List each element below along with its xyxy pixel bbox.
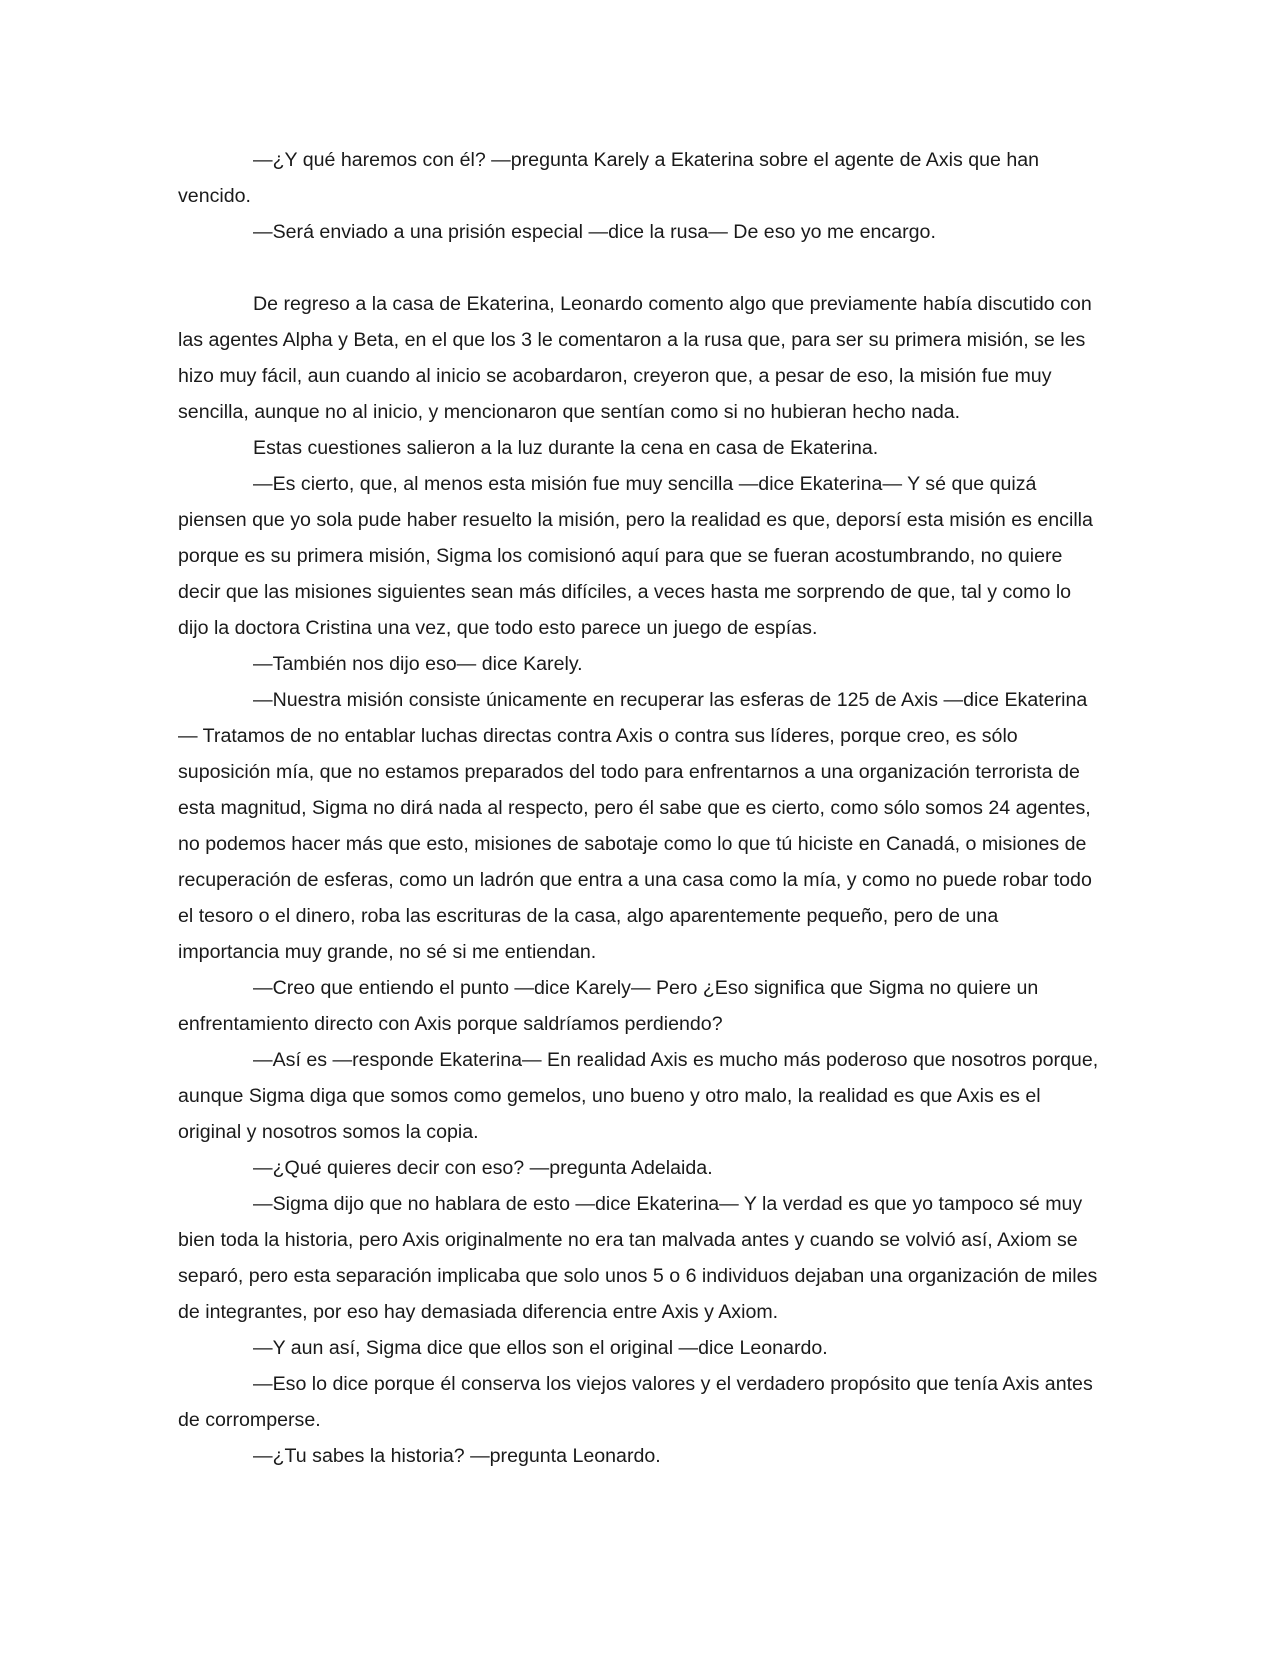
paragraph: —Será enviado a una prisión especial —dice la rusa— De eso yo me encargo.: [253, 221, 936, 243]
paragraph: Estas cuestiones salieron a la luz durante la cena en casa de Ekaterina.: [253, 437, 879, 459]
paragraph: —Nuestra misión consiste únicamente en recuperar las esferas de 125 de Axis —dice Ekaterina— Tratamos de no entablar luchas directas contra Axis o contra sus líderes, porque creo, es sólo suposición mía, que no estamos preparados del todo para enfrentarnos a una organización terrorista de esta magnitud, Sigma no dirá nada al respecto, pero él sabe que es cierto, como sólo somos 24 agentes, no podemos hacer más que esto, misiones de sabotaje como lo que tú hiciste en Canadá, o misiones de recuperación de esferas, como un ladrón que entra a una casa como la mía, y como no puede robar todo el tesoro o el dinero, roba las escrituras de la casa, algo aparentemente pequeño, pero de una importancia muy grande, no sé si me entiendan.: [178, 689, 1092, 963]
document-body: [178, 142, 1103, 1474]
paragraph: —Es cierto, que, al menos esta misión fue muy sencilla —dice Ekaterina— Y sé que quizá piensen que yo sola pude haber resuelto la misión, pero la realidad es que, deporsí esta misión es encilla porque es su primera misión, Sigma los comisionó aquí para que se fueran acostumbrando, no quiere decir que las misiones siguientes sean más difíciles, a veces hasta me sorprendo de que, tal y como lo dijo la doctora Cristina una vez, que todo esto parece un juego de espías.: [178, 473, 1093, 639]
paragraph: De regreso a la casa de Ekaterina, Leonardo comento algo que previamente había discutido con las agentes Alpha y Beta, en el que los 3 le comentaron a la rusa que, para ser su primera misión, se les hizo muy fácil, aun cuando al inicio se acobardaron, creyeron que, a pesar de eso, la misión fue muy sencilla, aunque no al inicio, y mencionaron que sentían como si no hubieran hecho nada.: [178, 293, 1092, 423]
paragraph: —También nos dijo eso— dice Karely.: [253, 653, 583, 675]
paragraph: —¿Qué quieres decir con eso? —pregunta Adelaida.: [253, 1157, 713, 1179]
paragraph: —Así es —responde Ekaterina— En realidad Axis es mucho más poderoso que nosotros porque, aunque Sigma diga que somos como gemelos, uno bueno y otro malo, la realidad es que Axis es el original y nosotros somos la copia.: [178, 1049, 1099, 1143]
section-break: [178, 250, 1103, 286]
paragraph: —¿Tu sabes la historia? —pregunta Leonardo.: [253, 1445, 661, 1467]
paragraph: —Eso lo dice porque él conserva los viejos valores y el verdadero propósito que tenía Axis antes de corromperse.: [178, 1373, 1093, 1431]
paragraph: —¿Y qué haremos con él? —pregunta Karely a Ekaterina sobre el agente de Axis que han vencido.: [178, 149, 1040, 207]
paragraph: —Y aun así, Sigma dice que ellos son el original —dice Leonardo.: [253, 1337, 828, 1359]
paragraph: —Creo que entiendo el punto —dice Karely— Pero ¿Eso significa que Sigma no quiere un enfrentamiento directo con Axis porque saldríamos perdiendo?: [178, 977, 1039, 1035]
paragraph: —Sigma dijo que no hablara de esto —dice Ekaterina— Y la verdad es que yo tampoco sé muy bien toda la historia, pero Axis originalmente no era tan malvada antes y cuando se volvió así, Axiom se separó, pero esta separación implicaba que solo unos 5 o 6 individuos dejaban una organización de miles de integrantes, por eso hay demasiada diferencia entre Axis y Axiom.: [178, 1193, 1098, 1323]
